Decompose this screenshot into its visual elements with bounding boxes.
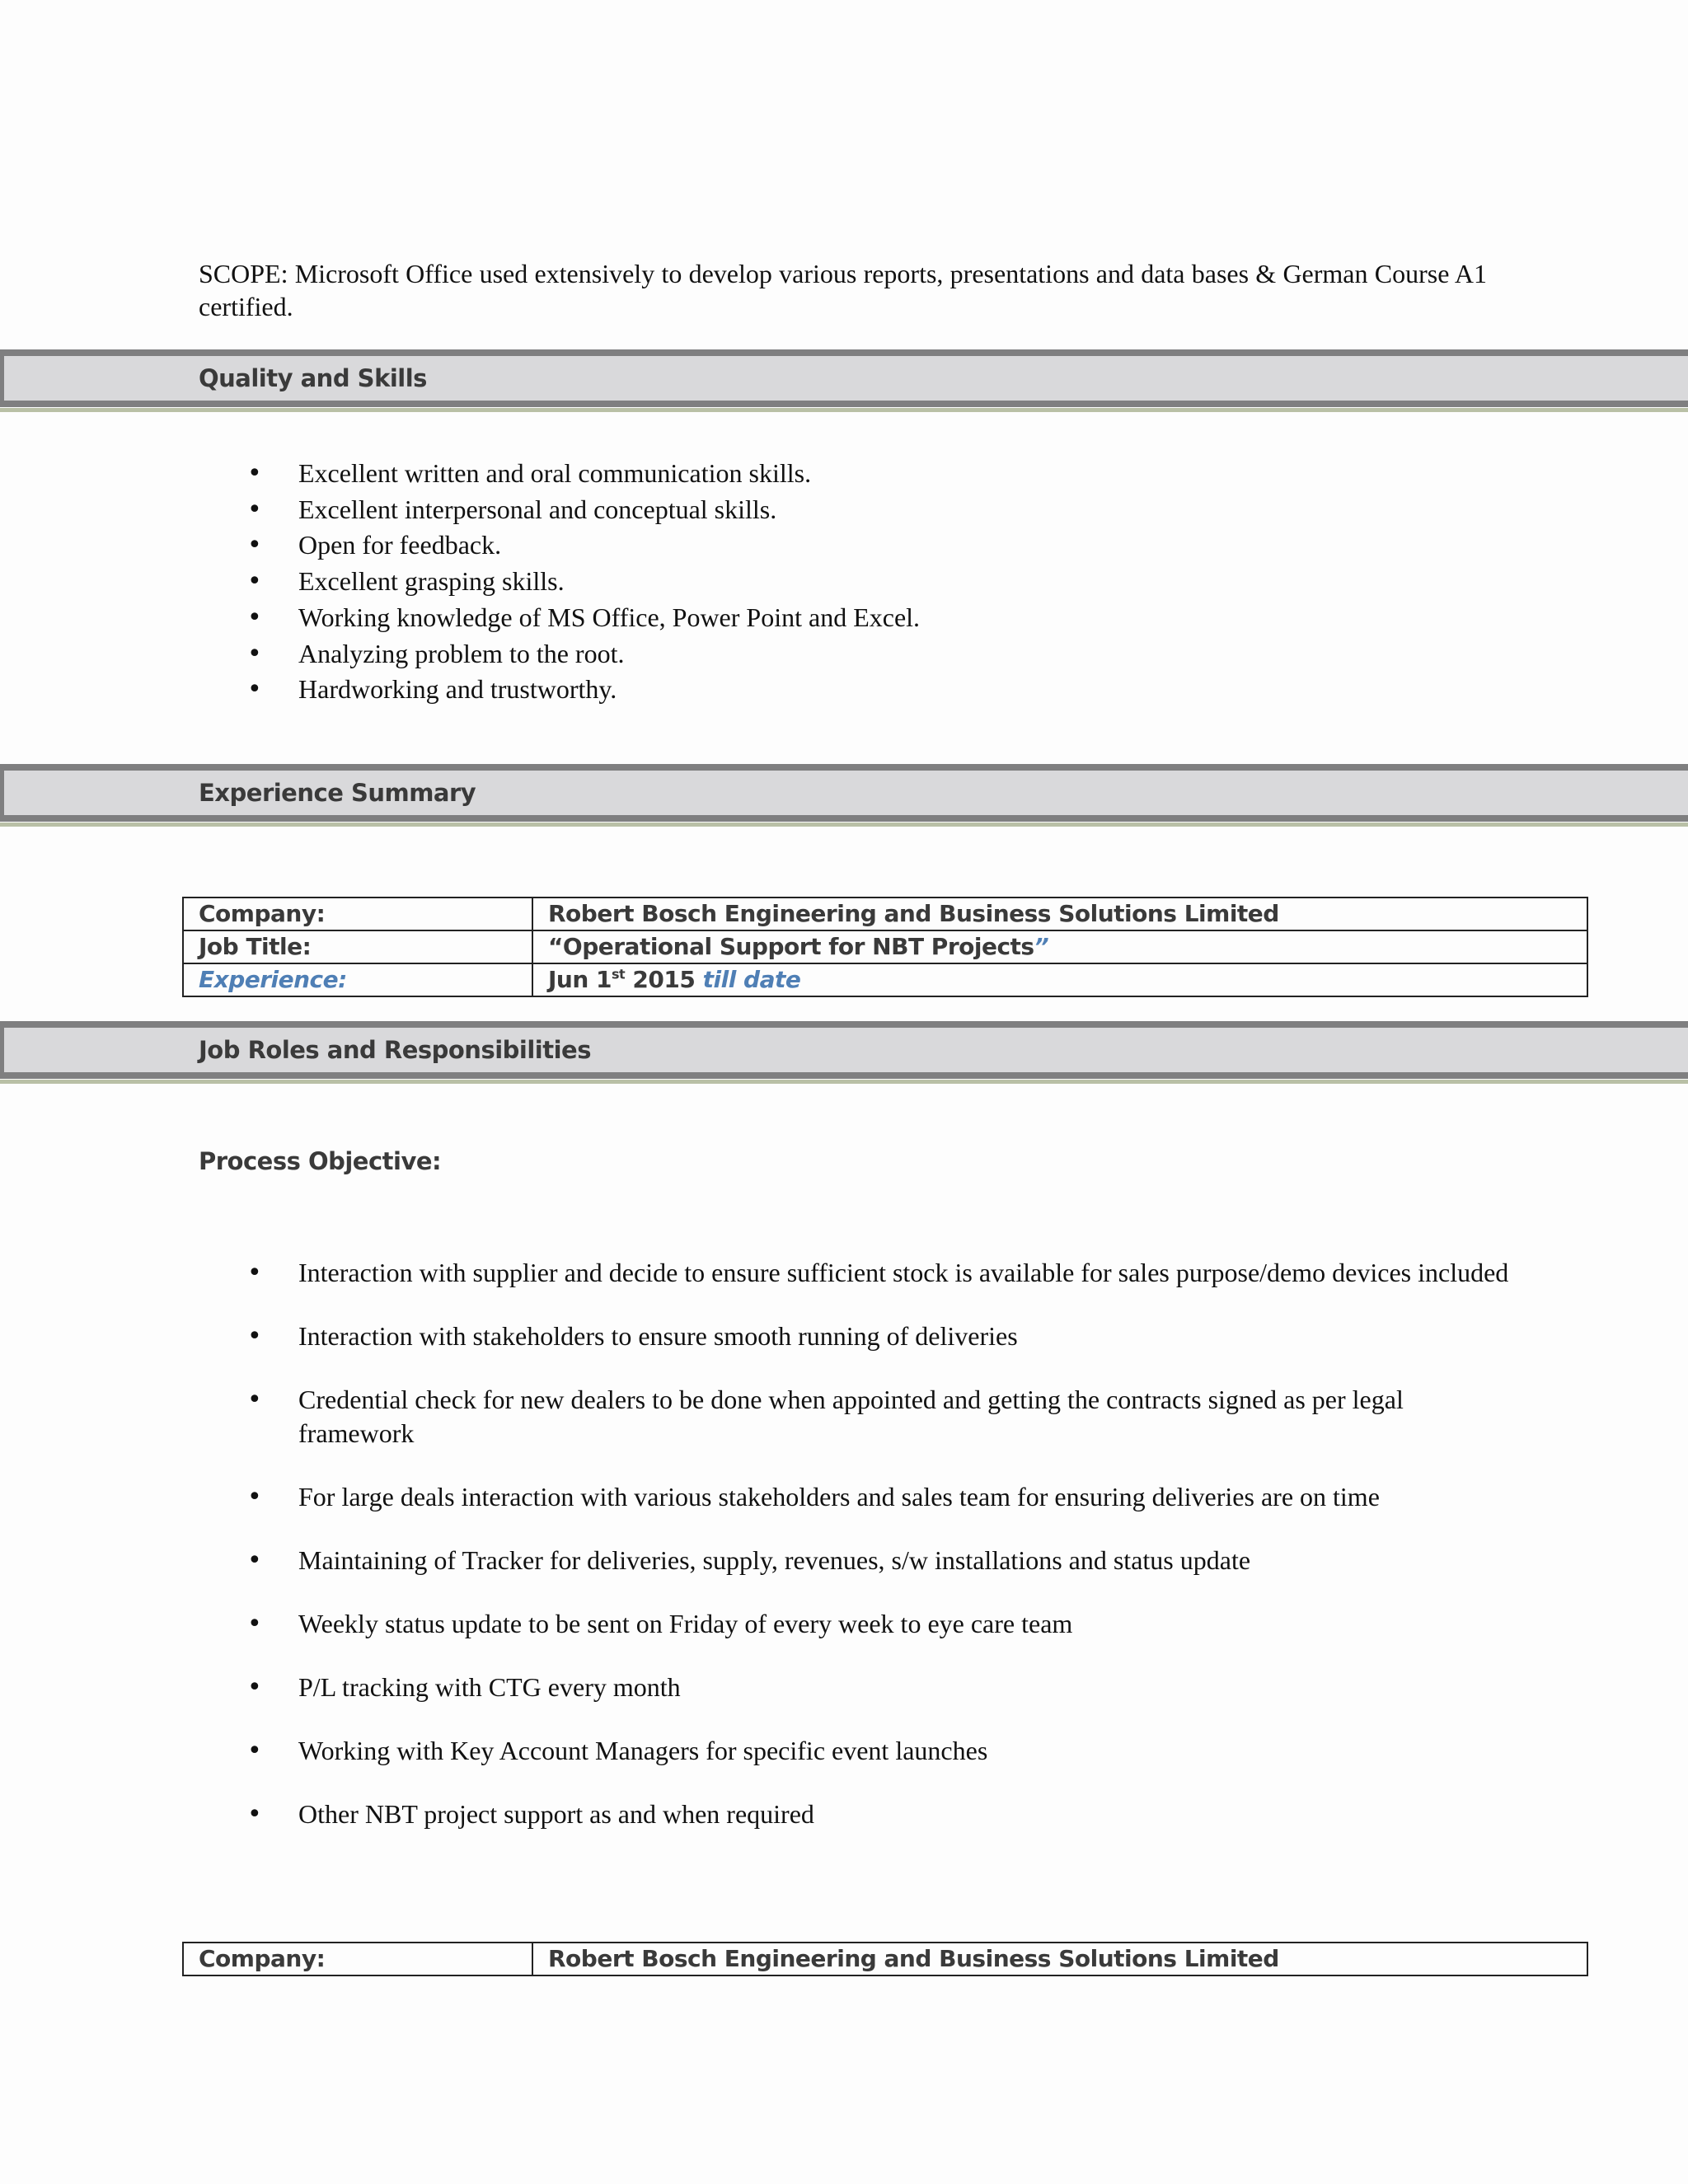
section-header-roles	[0, 1021, 1688, 1079]
list-item: • Working knowledge of MS Office, Power Point and Excel.	[247, 600, 920, 636]
table-row	[183, 898, 1587, 930]
experience-table	[182, 897, 1588, 997]
job-title-close-quote: ”	[1034, 933, 1049, 960]
section-title-quality: Quality and Skills	[199, 364, 427, 392]
list-item: • Hardworking and trustworthy.	[247, 672, 920, 708]
job-title-value: “Operational Support for NBT Projects	[548, 933, 1034, 960]
list-item: • Working with Key Account Managers for specific event launches	[247, 1734, 1517, 1768]
table-row	[183, 1943, 1587, 1975]
table-row	[183, 963, 1587, 996]
job-title-cell	[532, 930, 1587, 963]
list-item: • For large deals interaction with various stakeholders and sales team for ensuring deliveries are on time	[247, 1480, 1517, 1514]
responsibilities-list	[247, 1256, 1517, 1861]
company-value: Robert Bosch Engineering and Business Solutions Limited	[532, 898, 1587, 930]
job-title-label: Job Title:	[183, 930, 532, 963]
list-item: • Analyzing problem to the root.	[247, 636, 920, 673]
list-item: • P/L tracking with CTG every month	[247, 1671, 1517, 1704]
scope-paragraph: SCOPE: Microsoft Office used extensively to develop various reports, presentations and data bases & German Course A1 certified.	[199, 259, 1487, 321]
section-title-roles: Job Roles and Responsibilities	[199, 1036, 591, 1064]
section-header-experience	[0, 764, 1688, 822]
experience-label: Experience:	[183, 963, 532, 996]
list-item: • Excellent written and oral communication skills.	[247, 456, 920, 492]
experience-date: Jun 1	[548, 966, 612, 993]
list-item: • Interaction with supplier and decide to ensure sufficient stock is available for sales purpose/demo devices included	[247, 1256, 1517, 1290]
list-item: • Credential check for new dealers to be done when appointed and getting the contracts signed as per legal framework	[247, 1383, 1517, 1451]
list-item: • Open for feedback.	[247, 527, 920, 564]
company-label: Company:	[183, 1943, 532, 1975]
experience-cell	[532, 963, 1587, 996]
skills-list	[247, 456, 920, 708]
list-item: • Maintaining of Tracker for deliveries, supply, revenues, s/w installations and status update	[247, 1544, 1517, 1577]
company-label: Company:	[183, 898, 532, 930]
company-value: Robert Bosch Engineering and Business Solutions Limited	[532, 1943, 1587, 1975]
list-item: • Interaction with stakeholders to ensure smooth running of deliveries	[247, 1319, 1517, 1353]
second-company-table	[182, 1942, 1588, 1976]
experience-till-date: till date	[702, 966, 801, 993]
section-header-quality	[0, 349, 1688, 407]
section-title-experience: Experience Summary	[199, 779, 476, 807]
list-item: • Other NBT project support as and when required	[247, 1797, 1517, 1831]
table-row	[183, 930, 1587, 963]
list-item: • Weekly status update to be sent on Friday of every week to eye care team	[247, 1607, 1517, 1641]
process-objective-heading: Process Objective:	[199, 1147, 442, 1175]
list-item: • Excellent grasping skills.	[247, 564, 920, 600]
experience-year: 2015	[625, 966, 703, 993]
list-item: • Excellent interpersonal and conceptual skills.	[247, 492, 920, 528]
experience-date-suffix: st	[612, 966, 626, 982]
